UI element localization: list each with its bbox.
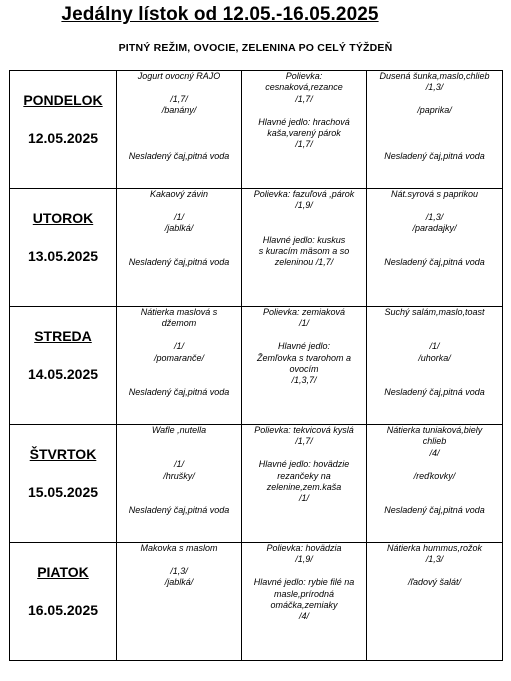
meal-cell bbox=[242, 425, 367, 543]
day-cell-friday bbox=[10, 543, 117, 661]
meal-text: Polievka: fazuľová ,párok /1,9/ Hlavné jedlo: kuskus s kuracím mäsom a so zeleninou /1,7/ bbox=[253, 189, 355, 268]
day-cell-wednesday bbox=[10, 307, 117, 425]
meal-cell bbox=[117, 543, 242, 661]
table-row-thursday bbox=[10, 425, 503, 543]
meal-cell bbox=[367, 543, 503, 661]
table-row-tuesday bbox=[10, 189, 503, 307]
meal-text: Polievka: cesnaková,rezance /1,7/ Hlavné jedlo: hrachová kaša,varený párok /1,7/ bbox=[258, 71, 350, 150]
meal-cell bbox=[242, 189, 367, 307]
day-name: ŠTVRTOK bbox=[29, 446, 97, 462]
table-row-monday bbox=[10, 71, 503, 189]
day-date: 12.05.2025 bbox=[27, 130, 99, 146]
meal-text: Polievka: hovädzia /1,9/ Hlavné jedlo: rybie filé na masle,prírodná omáčka,zemiaky /4/ bbox=[253, 543, 355, 622]
meal-cell bbox=[367, 425, 503, 543]
meal-text: Polievka: zemiaková /1/ Hlavné jedlo: Žemľovka s tvarohom a ovocím /1,3,7/ bbox=[256, 307, 352, 386]
day-name: PONDELOK bbox=[23, 92, 103, 108]
meal-cell bbox=[117, 71, 242, 189]
meal-cell bbox=[367, 71, 503, 189]
meal-cell bbox=[367, 307, 503, 425]
meal-text: Wafle ,nutella /1/ /hrušky/ Nesladený čaj,pitná voda bbox=[128, 425, 230, 515]
day-date: 14.05.2025 bbox=[27, 366, 99, 382]
meal-text: Dusená šunka,maslo,chlieb /1,3/ /paprika/ Nesladený čaj,pitná voda bbox=[379, 71, 490, 161]
meal-text: Suchý salám,maslo,toast /1/ /uhorka/ Nesladený čaj,pitná voda bbox=[384, 307, 485, 397]
meal-text: Nátierka hummus,rožok /1,3/ /ľadový šalát/ bbox=[386, 543, 483, 588]
meal-text: Jogurt ovocný RAJO /1,7/ /banány/ Nesladený čaj,pitná voda bbox=[128, 71, 230, 161]
meal-text: Polievka: tekvicová kyslá /1,7/ Hlavné jedlo: hovädzie rezančeky na zelenine,zem.kaša /1/ bbox=[254, 425, 354, 504]
meal-text: Nátierka maslová s džemom /1/ /pomaranče/ Nesladený čaj,pitná voda bbox=[128, 307, 230, 397]
day-date: 13.05.2025 bbox=[27, 248, 99, 264]
day-date: 15.05.2025 bbox=[27, 484, 99, 500]
meal-cell bbox=[117, 425, 242, 543]
day-name: STREDA bbox=[34, 328, 92, 344]
day-name: UTOROK bbox=[32, 210, 94, 226]
day-cell-thursday bbox=[10, 425, 117, 543]
day-cell-monday bbox=[10, 71, 117, 189]
meal-cell bbox=[117, 307, 242, 425]
meal-text: Makovka s maslom /1,3/ /jablká/ bbox=[140, 543, 218, 588]
meal-text: Nátierka tuniaková,biely chlieb /4/ /reďkovky/ Nesladený čaj,pitná voda bbox=[384, 425, 485, 515]
day-name: PIATOK bbox=[37, 564, 89, 580]
table-row-wednesday bbox=[10, 307, 503, 425]
meal-text: Nát.syrová s paprikou /1,3/ /paradajky/ Nesladený čaj,pitná voda bbox=[384, 189, 485, 268]
day-cell-tuesday bbox=[10, 189, 117, 307]
meal-cell bbox=[367, 189, 503, 307]
meal-text: Kakaový závin /1/ /jablká/ Nesladený čaj,pitná voda bbox=[128, 189, 230, 268]
menu-subtitle: PITNÝ REŽIM, OVOCIE, ZELENINA PO CELÝ TÝŽDEŇ bbox=[118, 42, 393, 54]
day-date: 16.05.2025 bbox=[27, 602, 99, 618]
meal-cell bbox=[242, 71, 367, 189]
meal-cell bbox=[242, 543, 367, 661]
meal-cell bbox=[117, 189, 242, 307]
menu-title: Jedálny lístok od 12.05.-16.05.2025 bbox=[61, 4, 379, 25]
weekly-menu-table bbox=[9, 70, 503, 661]
table-row-friday bbox=[10, 543, 503, 661]
meal-cell bbox=[242, 307, 367, 425]
